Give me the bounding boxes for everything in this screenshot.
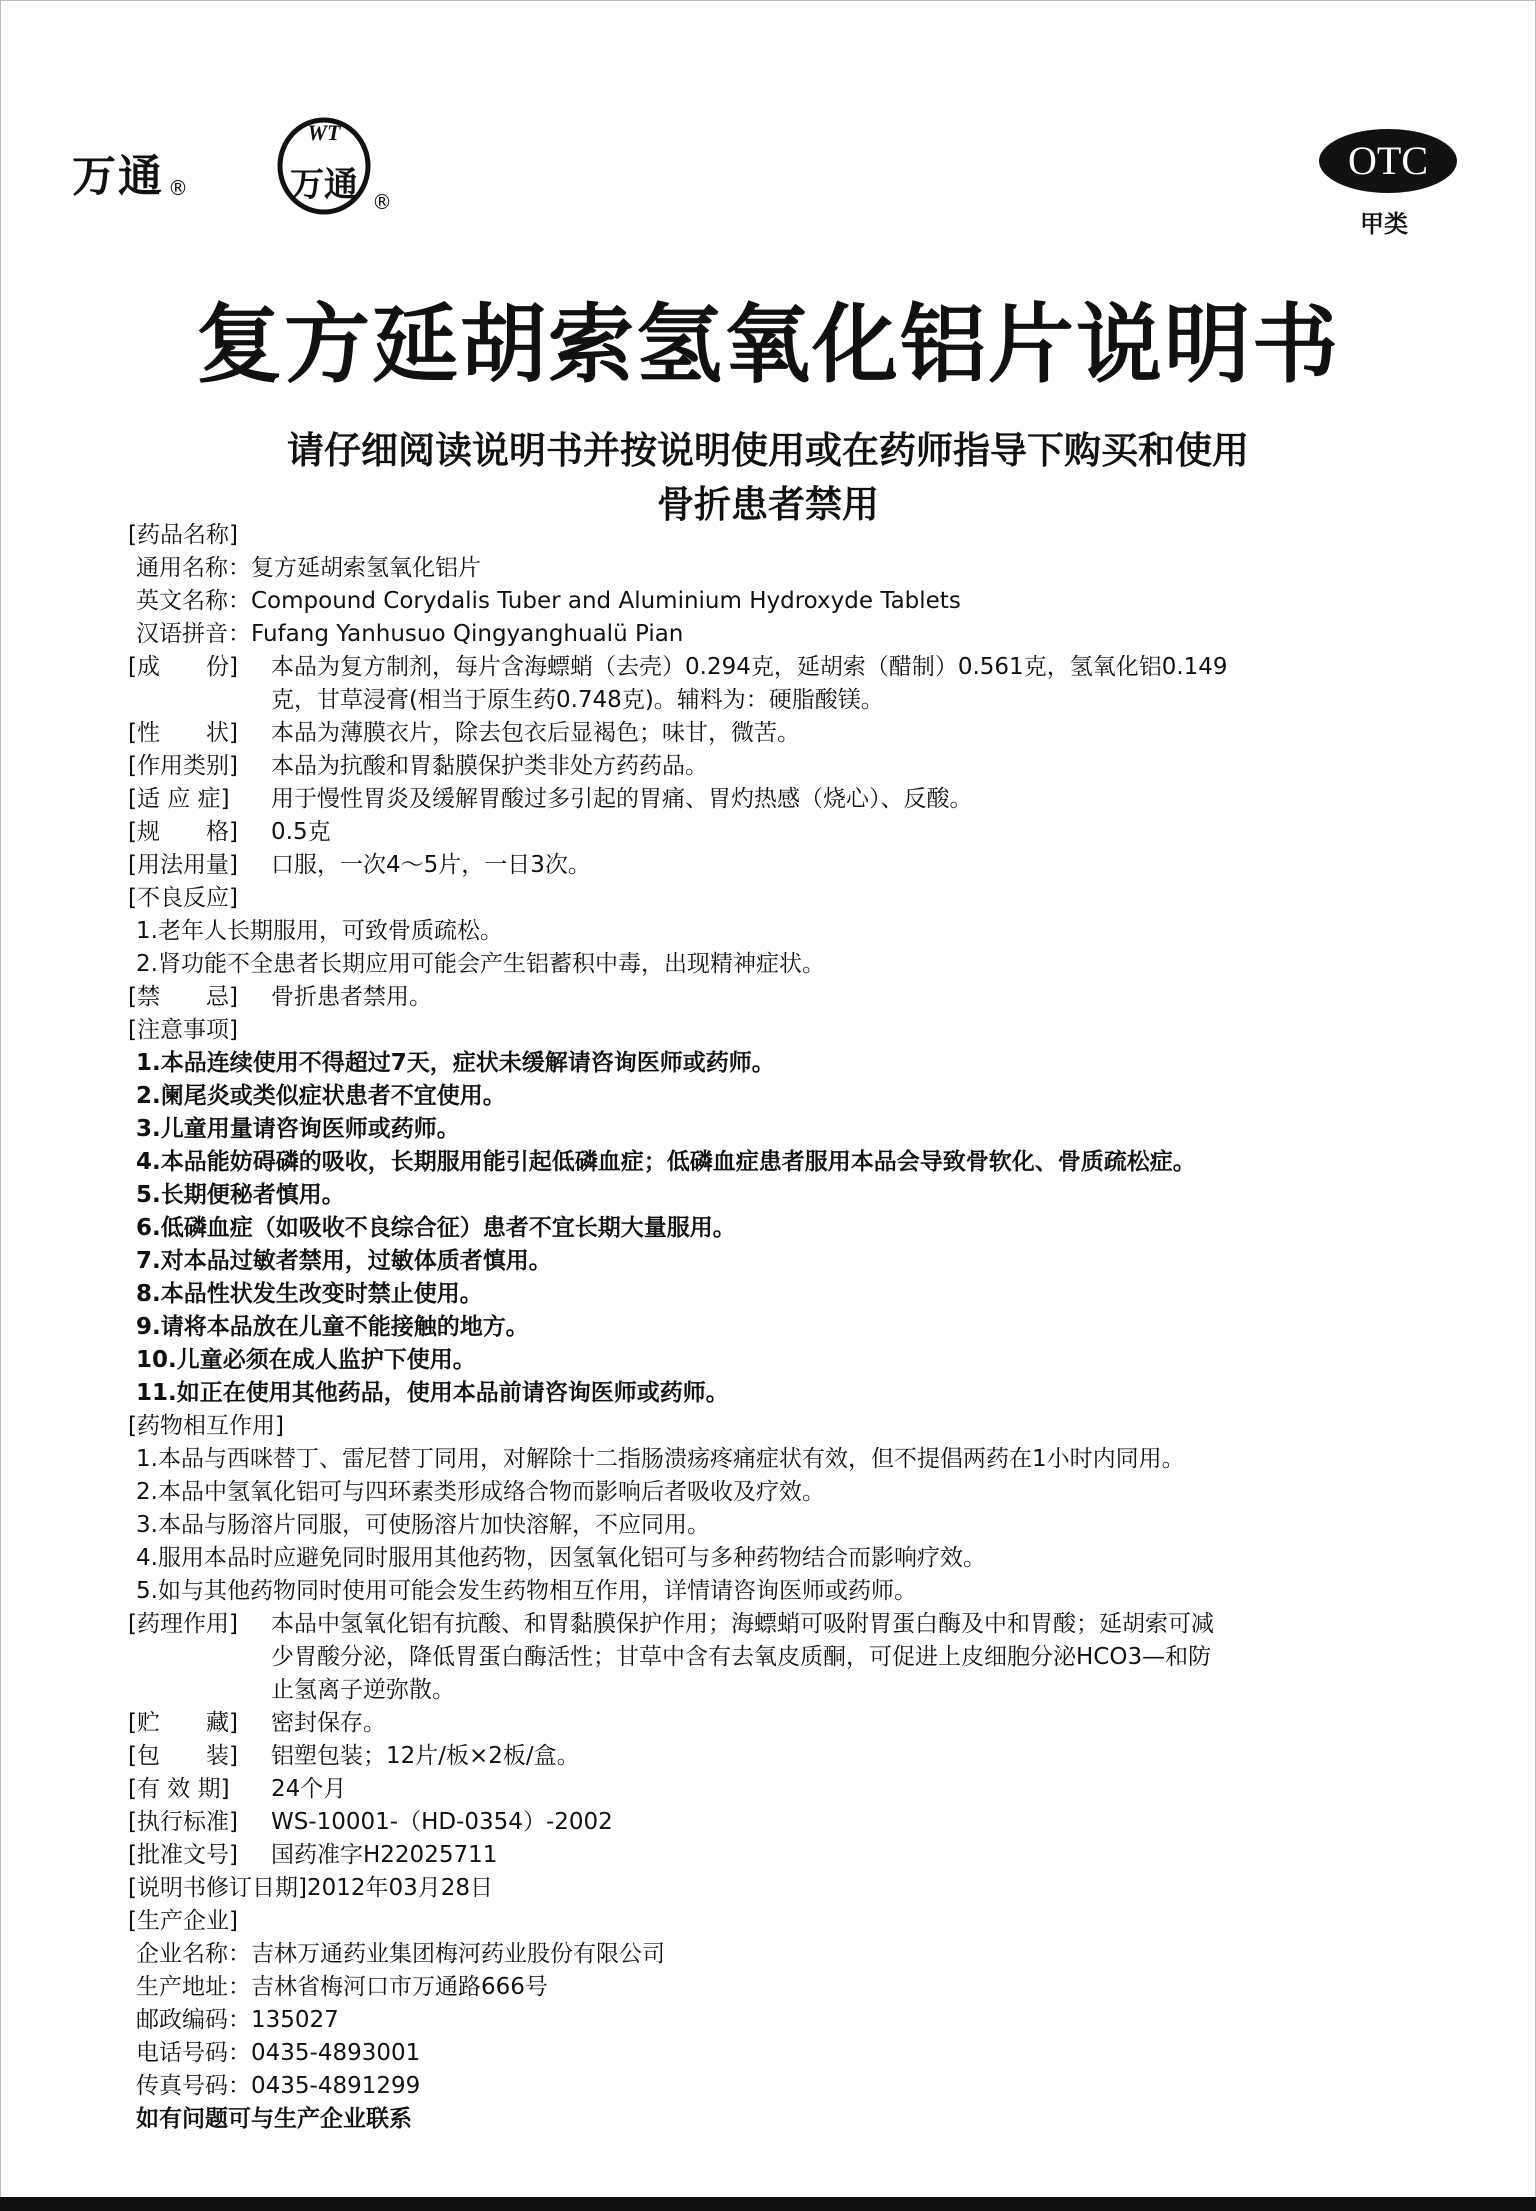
precaution-item: 11.如正在使用其他药品，使用本品前请咨询医师或药师。 [136, 1380, 729, 1406]
revision-date: [说明书修订日期]2012年03月28日 [128, 1875, 494, 1901]
dosage-key: [用法用量] [128, 852, 238, 878]
drug-name-heading: [药品名称] [128, 522, 238, 548]
category-section [128, 750, 1420, 783]
interaction-item: 4.服用本品时应避免同时服用其他药物，因氢氧化铝可与多种药物结合而影响疗效。 [136, 1545, 986, 1571]
precaution-item: 1.本品连续使用不得超过7天，症状未缓解请咨询医师或药师。 [136, 1050, 775, 1076]
precaution-item: 10.儿童必须在成人监护下使用。 [136, 1347, 476, 1373]
manufacturer-phone: 电话号码：0435-4893001 [136, 2040, 421, 2066]
emblem-reg-mark: ® [372, 190, 392, 214]
adverse-item: 1.老年人长期服用，可致骨质疏松。 [136, 918, 503, 944]
generic-name: 通用名称：复方延胡索氢氧化铝片 [136, 555, 481, 581]
interaction-item: 2.本品中氢氧化铝可与四环素类形成络合物而影响后者吸收及疗效。 [136, 1479, 825, 1505]
brand-logo [72, 140, 190, 204]
specification-key: [规 格] [128, 819, 238, 845]
precautions-heading: [注意事项] [128, 1017, 238, 1043]
otc-badge [1318, 128, 1458, 194]
precaution-item: 6.低磷血症（如吸收不良综合征）患者不宜长期大量服用。 [136, 1215, 736, 1241]
interaction-item: 3.本品与肠溶片同服，可使肠溶片加快溶解，不应同用。 [136, 1512, 710, 1538]
package-section [128, 1740, 1420, 1773]
ingredients-section [128, 651, 1420, 717]
manufacturer-heading: [生产企业] [128, 1908, 238, 1934]
approval-key: [批准文号] [128, 1842, 238, 1868]
validity-key: [有 效 期] [128, 1776, 230, 1802]
precaution-item: 9.请将本品放在儿童不能接触的地方。 [136, 1314, 529, 1340]
storage-key: [贮 藏] [128, 1710, 238, 1736]
emblem-letters: WT [307, 120, 341, 145]
approval-section [128, 1839, 1420, 1872]
precaution-item: 8.本品性状发生改变时禁止使用。 [136, 1281, 483, 1307]
standard-section [128, 1806, 1420, 1839]
pharmacology-line: 本品中氢氧化铝有抗酸、和胃黏膜保护作用；海螵蛸可吸附胃蛋白酶及中和胃酸；延胡索可减 [271, 1611, 1214, 1637]
interaction-item: 1.本品与西咪替丁、雷尼替丁同用，对解除十二指肠溃疡疼痛症状有效，但不提倡两药在1小时内同用。 [136, 1446, 1185, 1472]
specification-section [128, 816, 1420, 849]
indications-key: [适 应 症] [128, 786, 230, 812]
ingredients-key: [成 份] [128, 654, 238, 680]
dosage-value: 口服，一次4～5片，一日3次。 [271, 852, 591, 878]
character-section [128, 717, 1420, 750]
specification-value: 0.5克 [271, 819, 331, 845]
precaution-item: 7.对本品过敏者禁用，过敏体质者慎用。 [136, 1248, 552, 1274]
pharmacology-key: [药理作用] [128, 1611, 238, 1637]
validity-value: 24个月 [271, 1776, 347, 1802]
contraindication-section [128, 981, 1420, 1014]
storage-section [128, 1707, 1420, 1740]
standard-key: [执行标准] [128, 1809, 238, 1835]
approval-value: 国药准字H22025711 [271, 1842, 498, 1868]
interactions-heading: [药物相互作用] [128, 1413, 284, 1439]
english-name: 英文名称：Compound Corydalis Tuber and Aluminium Hydroxyde Tablets [136, 588, 961, 614]
contraindication-key: [禁 忌] [128, 984, 238, 1010]
storage-value: 密封保存。 [271, 1710, 386, 1736]
pharmacology-section [128, 1608, 1420, 1707]
brand-reg-mark: ® [168, 176, 190, 200]
ingredients-line: 克，甘草浸膏(相当于原生药0.748克)。辅料为：硬脂酸镁。 [271, 687, 884, 713]
validity-section [128, 1773, 1420, 1806]
leaflet-body [128, 519, 1420, 2136]
wt-emblem-icon [268, 108, 380, 218]
pinyin-name: 汉语拼音：Fufang Yanhusuo Qingyanghualü Pian [136, 621, 684, 647]
character-key: [性 状] [128, 720, 238, 746]
pharmacology-line: 少胃酸分泌，降低胃蛋白酶活性；甘草中含有去氧皮质酮，可促进上皮细胞分泌HCO3—和防 [271, 1644, 1212, 1670]
interaction-item: 5.如与其他药物同时使用可能会发生药物相互作用，详情请咨询医师或药师。 [136, 1578, 917, 1604]
contraindication-value: 骨折患者禁用。 [271, 984, 432, 1010]
package-key: [包 装] [128, 1743, 238, 1769]
pharmacology-line: 止氢离子逆弥散。 [271, 1677, 455, 1703]
otc-label: OTC [1348, 138, 1428, 183]
category-value: 本品为抗酸和胃黏膜保护类非处方药药品。 [271, 753, 708, 779]
adverse-heading: [不良反应] [128, 885, 238, 911]
document-title: 复方延胡索氢氧化铝片说明书 [196, 294, 1340, 395]
indications-section [128, 783, 1420, 816]
dosage-section [128, 849, 1420, 882]
precaution-item: 2.阑尾炎或类似症状患者不宜使用。 [136, 1083, 506, 1109]
manufacturer-postcode: 邮政编码：135027 [136, 2007, 339, 2033]
emblem-text: 万通 [290, 165, 358, 205]
reading-notice: 请仔细阅读说明书并按说明使用或在药师指导下购买和使用 [287, 428, 1249, 472]
precaution-item: 5.长期便秘者慎用。 [136, 1182, 345, 1208]
contact-note: 如有问题可与生产企业联系 [136, 2106, 412, 2132]
ingredients-line: 本品为复方制剂，每片含海螵蛸（去壳）0.294克，延胡索（醋制）0.561克，氢氧化铝0.149 [271, 654, 1228, 680]
standard-value: WS-10001-（HD-0354）-2002 [271, 1809, 613, 1835]
character-value: 本品为薄膜衣片，除去包衣后显褐色；味甘，微苦。 [271, 720, 800, 746]
adverse-item: 2.肾功能不全患者长期应用可能会产生铝蓄积中毒，出现精神症状。 [136, 951, 825, 977]
brand-text: 万通 [72, 151, 164, 202]
precaution-item: 4.本品能妨碍磷的吸收，长期服用能引起低磷血症；低磷血症患者服用本品会导致骨软化、骨质疏松症。 [136, 1149, 1196, 1175]
package-value: 铝塑包装；12片/板×2板/盒。 [271, 1743, 580, 1769]
otc-type: 甲类 [1360, 210, 1408, 238]
manufacturer-fax: 传真号码：0435-4891299 [136, 2073, 421, 2099]
category-key: [作用类别] [128, 753, 238, 779]
warning-notice: 骨折患者禁用 [657, 482, 879, 526]
manufacturer-address: 生产地址：吉林省梅河口市万通路666号 [136, 1974, 548, 2000]
precaution-item: 3.儿童用量请咨询医师或药师。 [136, 1116, 460, 1142]
bottom-bar [0, 2197, 1536, 2211]
manufacturer-name: 企业名称：吉林万通药业集团梅河药业股份有限公司 [136, 1941, 665, 1967]
indications-value: 用于慢性胃炎及缓解胃酸过多引起的胃痛、胃灼热感（烧心）、反酸。 [271, 786, 973, 812]
